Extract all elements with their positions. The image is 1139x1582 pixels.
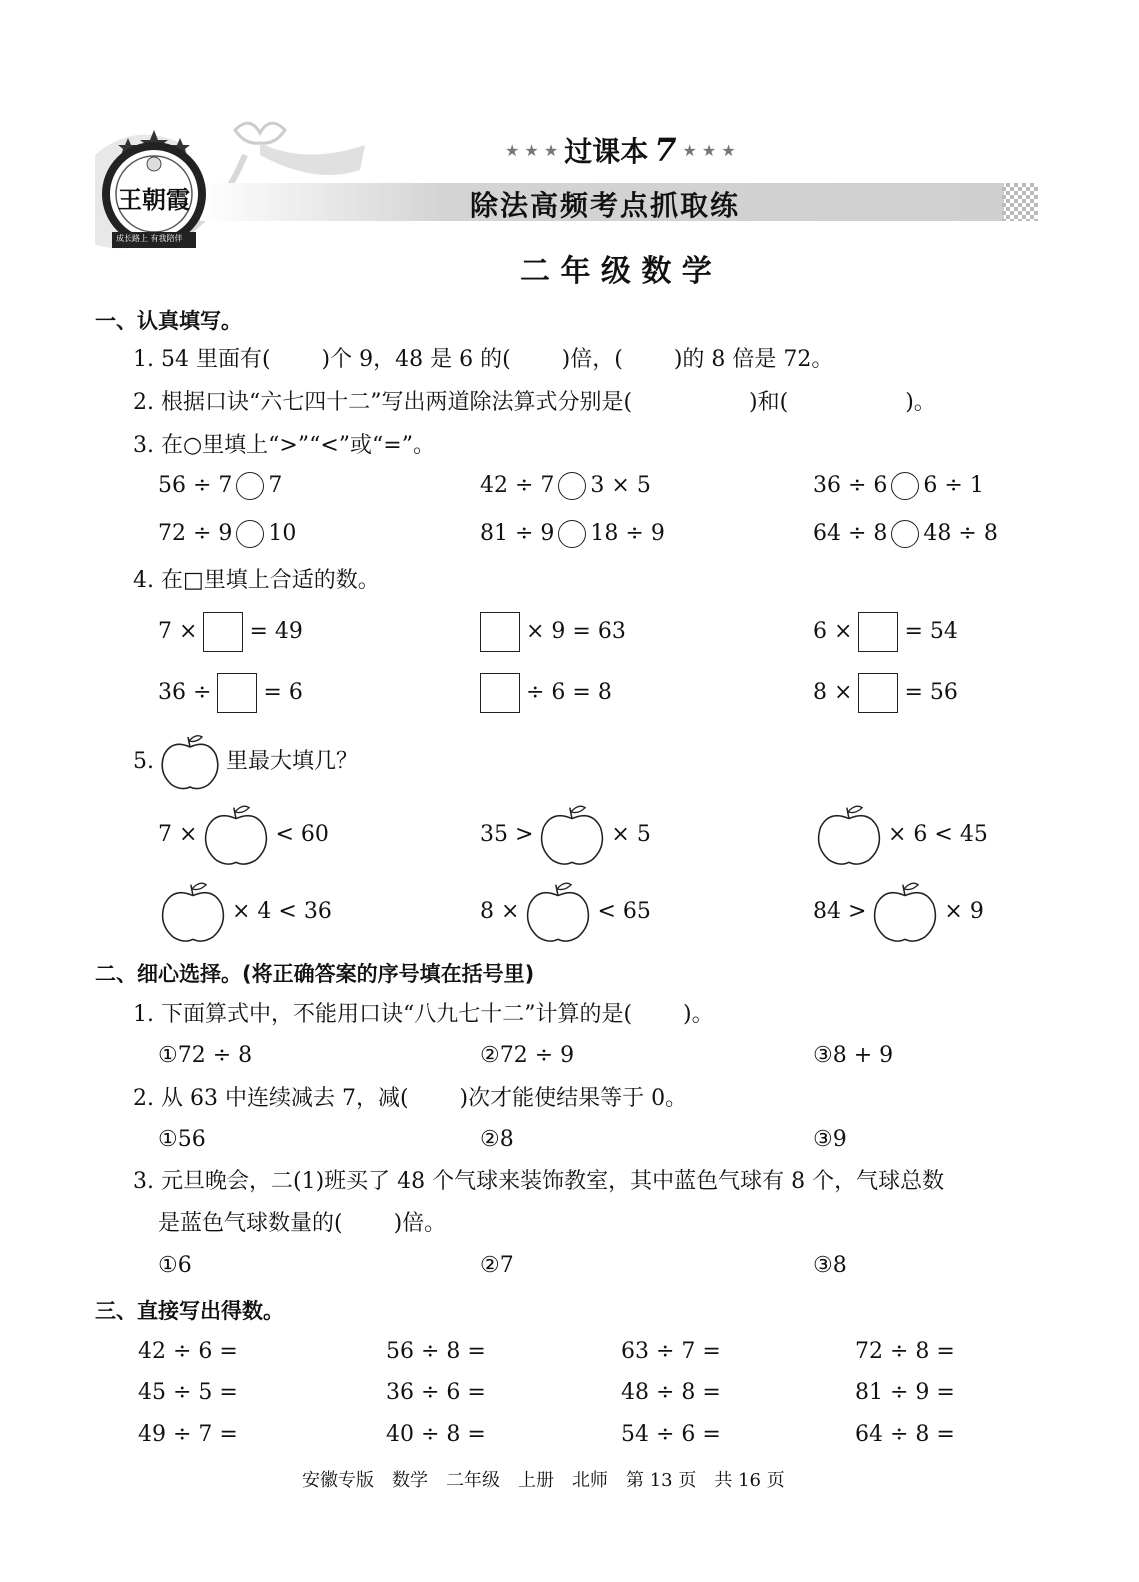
s2-q2: 2. 从 63 中连续减去 7，减( )次才能使结果等于 0。	[133, 1086, 688, 1111]
series-number: 7	[654, 131, 677, 169]
page-footer: 安徽专版 数学 二年级 上册 北师 第 13 页 共 16 页	[302, 1470, 785, 1491]
answer-box[interactable]	[203, 612, 243, 652]
s2-q1-option[interactable]: ②72 ÷ 9	[480, 1043, 575, 1068]
q5-item: × 4 < 36	[154, 880, 332, 944]
s2-q1: 1. 下面算式中，不能用口诀“八九七十二”计算的是( )。	[133, 1002, 714, 1027]
section2-heading: 二、细心选择。(将正确答案的序号填在括号里)	[95, 962, 535, 986]
logo-text: 王朝霞	[118, 185, 190, 214]
q4-item: ÷ 6 = 8	[474, 673, 612, 713]
s2-q3-line1: 3. 元旦晚会，二(1)班买了 48 个气球来装饰教室，其中蓝色气球有 8 个，气球总数	[133, 1169, 945, 1194]
answer-box[interactable]	[217, 673, 257, 713]
s2-q2-option[interactable]: ②8	[480, 1127, 514, 1152]
answer-box[interactable]	[480, 673, 520, 713]
q3-item: 36 ÷ 6 6 ÷ 1	[813, 473, 984, 498]
q4-item: 7 × = 49	[158, 612, 303, 652]
answer-box[interactable]	[858, 612, 898, 652]
series-heading	[505, 132, 736, 168]
calc-item: 48 ÷ 8 =	[621, 1380, 721, 1405]
series-title: 过课本	[564, 135, 649, 168]
compare-circle[interactable]	[891, 472, 919, 500]
q4-item: 36 ÷ = 6	[158, 673, 303, 713]
q3-item: 81 ÷ 9 18 ÷ 9	[480, 521, 665, 546]
answer-box[interactable]	[480, 612, 520, 652]
compare-circle[interactable]	[558, 520, 586, 548]
q3-item: 72 ÷ 9 10	[158, 521, 297, 546]
apple-answer-icon[interactable]	[201, 803, 271, 867]
logo-slogan: 成长路上 有我陪伴	[116, 234, 183, 243]
calc-item: 56 ÷ 8 =	[386, 1339, 486, 1364]
s2-q3-option[interactable]: ③8	[813, 1253, 847, 1278]
calc-item: 81 ÷ 9 =	[855, 1380, 955, 1405]
calc-item: 36 ÷ 6 =	[386, 1380, 486, 1405]
compare-circle[interactable]	[236, 520, 264, 548]
s1-q3: 3. 在○里填上“>”“<”或“=”。	[133, 433, 435, 458]
q3-item: 56 ÷ 7 7	[158, 473, 283, 498]
s2-q2-option[interactable]: ③9	[813, 1127, 847, 1152]
s2-q3-line2: 是蓝色气球数量的( )倍。	[158, 1211, 447, 1236]
compare-circle[interactable]	[558, 472, 586, 500]
apple-icon	[158, 733, 222, 791]
answer-box[interactable]	[858, 673, 898, 713]
compare-circle[interactable]	[236, 472, 264, 500]
s2-q3-option[interactable]: ①6	[158, 1253, 192, 1278]
s2-q1-option[interactable]: ①72 ÷ 8	[158, 1043, 253, 1068]
calc-item: 45 ÷ 5 =	[138, 1380, 238, 1405]
apple-answer-icon[interactable]	[158, 880, 228, 944]
s1-q1: 1. 54 里面有( )个 9，48 是 6 的( )倍，( )的 8 倍是 72。	[133, 347, 834, 372]
q5-number: 5.	[133, 749, 154, 774]
q5-item: 7 × < 60	[158, 803, 329, 867]
banner-checker-pattern	[1002, 183, 1038, 221]
banner-title: 除法高频考点抓取练	[470, 189, 741, 222]
q4-item: × 9 = 63	[474, 612, 626, 652]
calc-item: 49 ÷ 7 =	[138, 1422, 238, 1447]
calc-item: 64 ÷ 8 =	[855, 1422, 955, 1447]
s1-q4: 4. 在□里填上合适的数。	[133, 568, 380, 593]
calc-item: 40 ÷ 8 =	[386, 1422, 486, 1447]
apple-answer-icon[interactable]	[870, 880, 940, 944]
q5-text: 里最大填几？	[226, 749, 359, 774]
q4-item: 8 × = 56	[813, 673, 958, 713]
calc-item: 72 ÷ 8 =	[855, 1339, 955, 1364]
calc-item: 54 ÷ 6 =	[621, 1422, 721, 1447]
apple-answer-icon[interactable]	[537, 803, 607, 867]
section3-heading: 三、直接写出得数。	[95, 1299, 284, 1323]
q5-item: 8 × < 65	[480, 880, 651, 944]
subject-title: 二 年 级 数 学	[520, 254, 712, 289]
q4-item: 6 × = 54	[813, 612, 958, 652]
calc-item: 42 ÷ 6 =	[138, 1339, 238, 1364]
section1-heading: 一、认真填写。	[95, 309, 242, 333]
s2-q3-option[interactable]: ②7	[480, 1253, 514, 1278]
s2-q2-option[interactable]: ①56	[158, 1127, 206, 1152]
q5-item: 35 > × 5	[480, 803, 651, 867]
calc-item: 63 ÷ 7 =	[621, 1339, 721, 1364]
apple-answer-icon[interactable]	[814, 803, 884, 867]
stars-right: ★ ★ ★	[682, 140, 736, 160]
q5-item: 84 > × 9	[813, 880, 984, 944]
s2-q1-option[interactable]: ③8 + 9	[813, 1043, 894, 1068]
s1-q5	[133, 733, 358, 791]
s1-q2: 2. 根据口诀“六七四十二”写出两道除法算式分别是( )和( )。	[133, 390, 936, 415]
q5-item: × 6 < 45	[810, 803, 988, 867]
q3-item: 42 ÷ 7 3 × 5	[480, 473, 651, 498]
q3-item: 64 ÷ 8 48 ÷ 8	[813, 521, 998, 546]
apple-answer-icon[interactable]	[523, 880, 593, 944]
compare-circle[interactable]	[891, 520, 919, 548]
stars-left: ★ ★ ★	[505, 140, 559, 160]
